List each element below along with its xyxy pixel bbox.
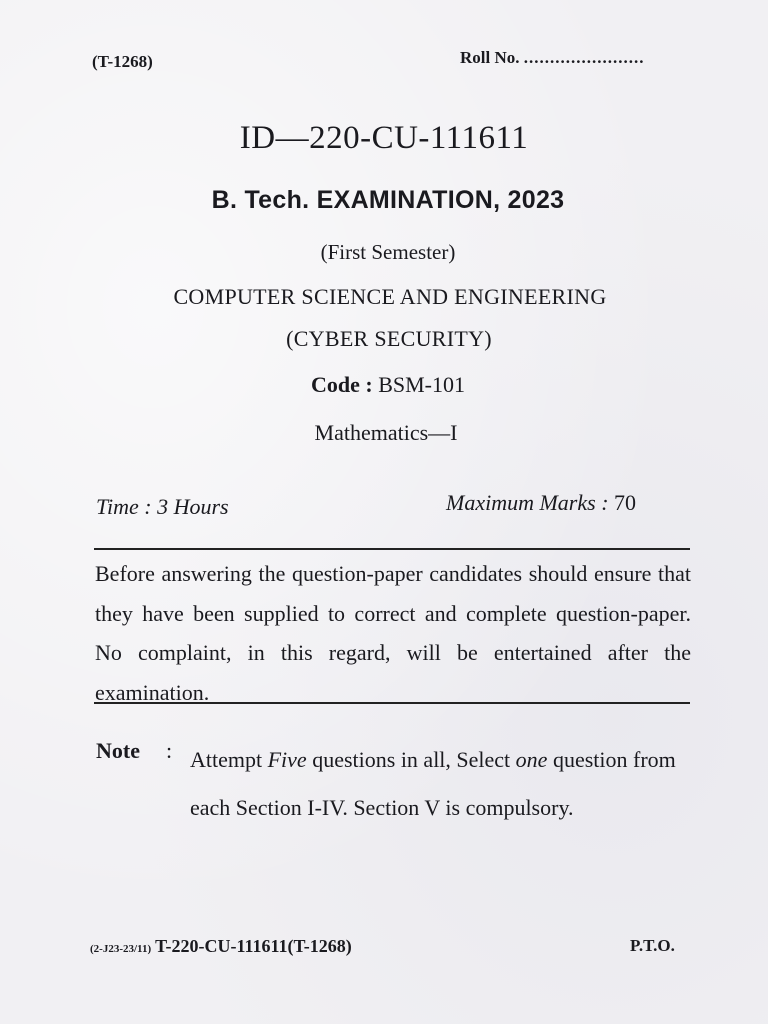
roll-number-label: Roll No. [460,48,520,67]
maximum-marks [446,490,636,516]
specialization: (CYBER SECURITY) [286,326,492,351]
semester: (First Semester) [320,240,456,264]
note-emphasis-one: one [515,747,548,772]
subject-name: Mathematics—I [314,420,458,445]
footer-batch: (2-J23-23/11) [90,943,152,955]
course-code [0,372,768,398]
note-colon: : [166,738,173,763]
footer-code: T-220-CU-111611(T-1268) [155,936,352,956]
note-emphasis-five: Five [267,747,307,772]
roll-number-blank: ....................... [523,48,645,67]
paper-reference-code: (T-1268) [92,52,153,71]
exam-title: B. Tech. EXAMINATION, 2023 [211,186,565,214]
note-label: Note [96,738,140,763]
maximum-marks-value: 70 [614,490,637,515]
note-text-part: question from each Section I-IV. Section V is compulsory. [190,747,676,820]
footer-paper-code [90,936,352,957]
branch-name: COMPUTER SCIENCE AND ENGINEERING [173,284,607,309]
note-text [190,736,692,832]
note-text-part: Attempt [190,747,268,772]
time-allowed: Time : 3 Hours [96,494,229,519]
candidate-instruction: Before answering the question-paper candidates should ensure that they have been supplied to correct and complete question-paper. No complaint, in this regard, will be entertained after the examination. [95,561,691,705]
please-turn-over: P.T.O. [630,936,675,955]
course-code-value: BSM-101 [378,372,465,397]
paper-id: ID—220-CU-111611 [239,120,529,156]
divider-bottom [94,702,690,704]
maximum-marks-label: Maximum Marks : [446,490,609,515]
course-code-label: Code : [310,372,373,397]
divider-top [94,548,690,550]
roll-number-field [460,48,645,68]
note-text-part: questions in all, Select [306,747,516,772]
